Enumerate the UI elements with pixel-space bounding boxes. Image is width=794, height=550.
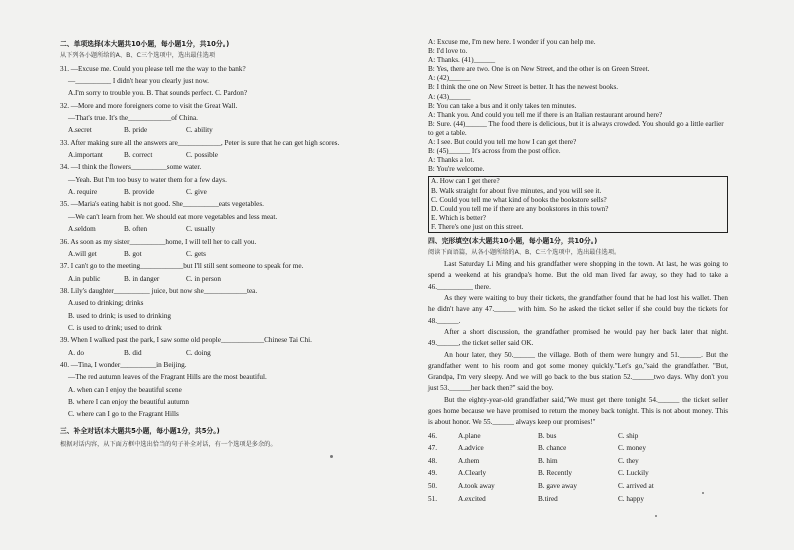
dialogue-line: B: I'd love to. xyxy=(428,47,468,56)
option: B. got xyxy=(124,249,142,258)
question-item xyxy=(60,285,390,334)
passage-paragraph: After a short discussion, the grandfather promised he would pay her back later that night. 49.______, the ticket seller said OK. xyxy=(428,327,728,348)
passage-paragraph: As they were waiting to buy their tickets, the grandfather found that he had lost his wallet. Then he didn't have any 47.______ with him. So he asked the ticket seller if she could buy the tickets for 48.______. xyxy=(428,294,728,325)
dialogue-line: A: (42)______ xyxy=(428,74,471,83)
option: C. they xyxy=(618,456,639,465)
option: C. money xyxy=(618,444,646,453)
section2-instructions: 从下列各小题所给的A、B、C三个选项中，选出最佳选项 xyxy=(60,52,216,60)
option: A. require xyxy=(68,188,98,197)
option: B. provide xyxy=(124,188,155,197)
passage-paragraph: Last Saturday Li Ming and his grandfather were shopping in the town. At last, he was going to spend a weekend at his grandpa's home. But the old man lived far away, so they had to take a 46.__________ there. xyxy=(428,260,728,291)
option: A. when can I enjoy the beautiful scene xyxy=(68,385,182,394)
question-line: 33. After making sure all the answers are____________, Peter is sure that he can get high scores. xyxy=(60,138,340,147)
question-line: —__________ I didn't hear you clearly just now. xyxy=(68,77,209,86)
options-box xyxy=(428,176,728,233)
question-number: 49. xyxy=(428,469,437,478)
scan-speck xyxy=(702,492,704,494)
option-row xyxy=(60,248,390,260)
option: A.important xyxy=(68,151,103,160)
dialogue-line: A: (43)______ xyxy=(428,92,471,101)
question-item xyxy=(60,161,390,198)
question-line: 40. —Tina, I wonder__________in Beijing. xyxy=(60,360,187,369)
question-line: 35. —Maria's eating habit is not good. She__________eats vegetables. xyxy=(60,200,264,209)
question-line: 37. I can't go to the meeting____________but I'll still sent someone to speak for me. xyxy=(60,262,304,271)
dialogue-line: B: You can take a bus and it only takes ten minutes. xyxy=(428,101,577,110)
option-row xyxy=(60,186,390,198)
option: C. give xyxy=(186,188,207,197)
option: A.advice xyxy=(458,444,484,453)
option: A.them xyxy=(458,456,480,465)
question-line: 36. As soon as my sister__________home, I will tell her to call you. xyxy=(60,237,257,246)
question-item xyxy=(60,359,390,421)
option-row xyxy=(60,223,390,235)
option: B. did xyxy=(124,348,142,357)
question-line: —That's true. It's the____________of China. xyxy=(68,114,198,123)
option: C. gets xyxy=(186,249,206,258)
box-option: C. Could you tell me what kind of books the bookstore sells? xyxy=(431,195,607,204)
option: C. doing xyxy=(186,348,211,357)
option: C. where can I go to the Fragrant Hills xyxy=(68,410,179,419)
scan-speck xyxy=(330,455,333,458)
option: B. used to drink; is used to drinking xyxy=(68,311,172,320)
cloze-option-row xyxy=(428,480,728,493)
question-line: —Yeah. But I'm too busy to water them for a few days. xyxy=(68,175,227,184)
question-item xyxy=(60,236,390,261)
option: C. ship xyxy=(618,431,639,440)
option: B. pride xyxy=(124,126,148,135)
dialogue-line: B: You're welcome. xyxy=(428,165,485,174)
dialogue-line: B: Yes, there are two. One is on New Street, and the other is on Green Street. xyxy=(428,65,650,74)
section4-title: 四、完形填空(本大题共10小题，每小题1分，共10分。) xyxy=(428,236,598,245)
dialogue-line: A: I see. But could you tell me how I can get there? xyxy=(428,138,577,147)
dialogue-line: B: (45)______ It's across from the post office. xyxy=(428,147,561,156)
option: A.seldom xyxy=(68,225,96,234)
option: B. often xyxy=(124,225,148,234)
option-row xyxy=(60,149,390,161)
question-number: 50. xyxy=(428,481,437,490)
passage-paragraph: But the eighty-year-old grandfather said,"We must get there tonight 54.______ the ticket seller goes home because we have promised to return the money back tonight. This is not about money. This is about honor. We 55.______ always keep our promises!" xyxy=(428,395,728,427)
question-line: 39. When I walked past the park, I saw some old people____________Chinese Tai Chi. xyxy=(60,336,312,345)
scan-speck xyxy=(655,515,657,517)
question-list xyxy=(60,63,390,421)
question-item xyxy=(60,100,390,137)
option: B. him xyxy=(538,456,558,465)
question-number: 51. xyxy=(428,494,437,503)
right-column xyxy=(428,38,728,505)
dialogue-line: A: Thanks. (41)______ xyxy=(428,56,496,65)
option: A.Clearly xyxy=(458,469,487,478)
option: A.will get xyxy=(68,249,97,258)
option-row xyxy=(60,273,390,285)
dialogue-line: B: I think the one on New Street is better. It has the newest books. xyxy=(428,83,619,92)
question-line: 34. —I think the flowers__________some water. xyxy=(60,163,202,172)
box-option: B. Walk straight for about five minutes, and you will see it. xyxy=(431,186,602,195)
option: B. Recently xyxy=(538,469,572,478)
question-item xyxy=(60,137,390,162)
cloze-option-row xyxy=(428,442,728,455)
section4-instructions: 阅读下面语篇，从各小题所给的A、B、C三个选项中，选出最佳选项。 xyxy=(428,249,621,257)
dialogue-line: A: Thanks a lot. xyxy=(428,156,475,165)
option: B. where I can enjoy the beautiful autumn xyxy=(68,397,189,406)
dialogue-line: B: Sure. (44)______ The food there is delicious, but it is always crowded. You should go a little earlier to get a table. xyxy=(428,119,724,137)
dialogue-line: A: Excuse me, I'm new here. I wonder if you can help me. xyxy=(428,38,596,46)
box-option: E. Which is better? xyxy=(431,213,486,222)
option: B. in danger xyxy=(124,274,160,283)
question-line: 32. —More and more foreigners come to visit the Great Wall. xyxy=(60,101,238,110)
question-item xyxy=(60,260,390,285)
dialogue-line: A: Thank you. And could you tell me if there is an Italian restaurant around here? xyxy=(428,110,663,119)
section3-instructions: 根据对话内容，从下面方框中选出恰当的句子补全对话，有一个选项是多余的。 xyxy=(60,441,277,448)
question-number: 48. xyxy=(428,456,437,465)
option: C. usually xyxy=(186,225,216,234)
option-row xyxy=(60,347,390,359)
cloze-option-row xyxy=(428,493,728,506)
section3-title: 三、补全对话(本大题共5小题，每小题1分，共5分。) xyxy=(60,426,220,435)
option: A. do xyxy=(68,348,84,357)
option-row xyxy=(60,124,390,136)
option: A.took away xyxy=(458,481,495,490)
option: A.plane xyxy=(458,431,481,440)
option: A.secret xyxy=(68,126,92,135)
question-item xyxy=(60,334,390,359)
cloze-options xyxy=(428,430,728,506)
cloze-option-row xyxy=(428,467,728,480)
option-row: A.I'm sorry to trouble you. B. That sounds perfect. C. Pardon? xyxy=(68,89,248,98)
option: C. Luckily xyxy=(618,469,649,478)
option: A.used to drinking; drinks xyxy=(68,299,144,308)
cloze-option-row xyxy=(428,455,728,468)
question-line: —The red autumn leaves of the Fragrant Hills are the most beautiful. xyxy=(68,373,267,382)
option: B.tired xyxy=(538,494,558,503)
option: C. ability xyxy=(186,126,213,135)
section2-title: 二、单项选择(本大题共10小题，每小题1分，共10分。) xyxy=(60,40,230,48)
cloze-passage xyxy=(428,259,728,428)
question-number: 46. xyxy=(428,431,437,440)
option: C. arrived at xyxy=(618,481,654,490)
dialogue xyxy=(428,38,728,174)
cloze-option-row xyxy=(428,430,728,443)
box-option: A. How can I get there? xyxy=(431,177,500,186)
option: B. gave away xyxy=(538,481,577,490)
question-item xyxy=(60,63,390,100)
option: A.excited xyxy=(458,494,486,503)
option: A.in public xyxy=(68,274,101,283)
question-number: 47. xyxy=(428,444,437,453)
question-line: 31. —Excuse me. Could you please tell me the way to the bank? xyxy=(60,64,246,73)
option: B. bus xyxy=(538,431,557,440)
box-option: F. There's one just on this street. xyxy=(431,222,524,231)
question-item xyxy=(60,198,390,235)
option: C. is used to drink; used to drink xyxy=(68,323,162,332)
question-line: 38. Lily's daughter__________ juice, but now she____________tea. xyxy=(60,286,258,295)
left-column xyxy=(60,38,390,451)
option: C. in person xyxy=(186,274,221,283)
option: C. possible xyxy=(186,151,218,160)
question-line: —We can't learn from her. We should eat more vegetables and less meat. xyxy=(68,212,278,221)
option: C. happy xyxy=(618,494,644,503)
box-option: D. Could you tell me if there are any bookstores in this town? xyxy=(431,204,609,213)
option: B. correct xyxy=(124,151,153,160)
option: B. chance xyxy=(538,444,567,453)
passage-paragraph: An hour later, they 50.______ the village. Both of them were hungry and 51.______. But the grandfather went to his room and got some money quickly."Let's go,"said the grandfather. "But, Grandpa, I'm very sleepy. And we will go back to the bus station 52.______two days. Why don't you just 53.______her back then?" said the boy. xyxy=(428,350,728,393)
